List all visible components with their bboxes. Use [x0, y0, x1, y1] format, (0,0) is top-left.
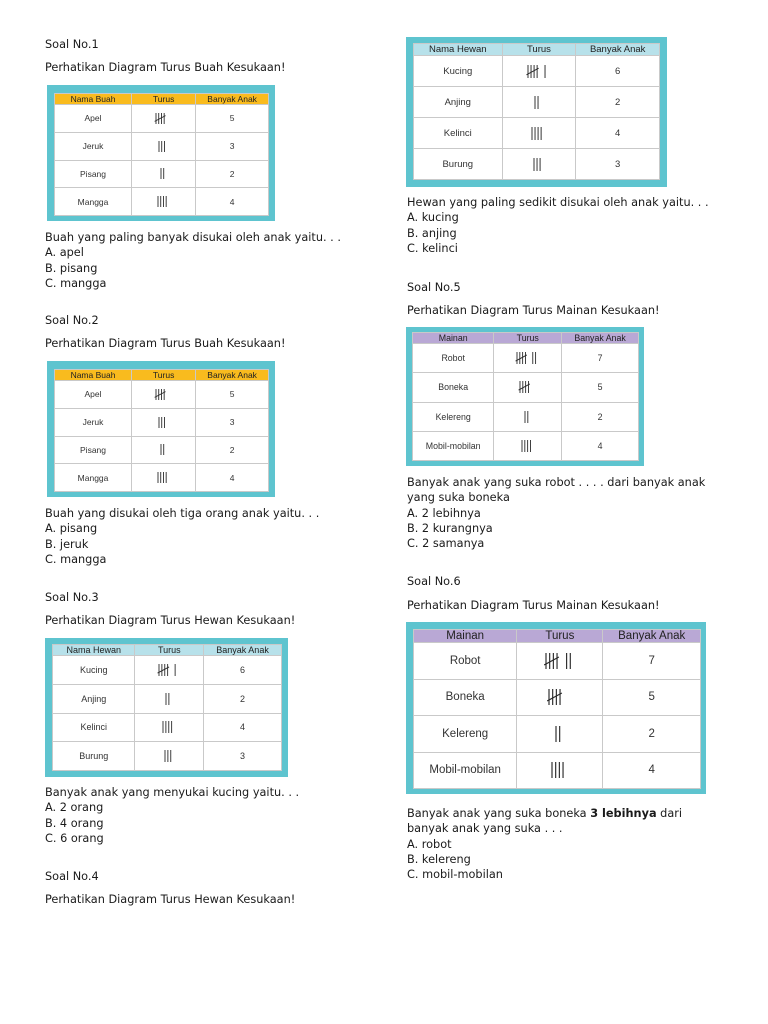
q3-tally-table — [52, 644, 282, 771]
q1-option-c[interactable]: C. mangga — [45, 276, 107, 290]
row-name: Burung — [53, 742, 135, 771]
table-row — [414, 643, 701, 680]
tally-cell — [132, 381, 196, 409]
q3-question: Banyak anak yang menyukai kucing yaitu. . . — [45, 786, 300, 799]
q5-tally-table-frame — [406, 327, 644, 466]
tally-cell — [132, 188, 196, 216]
row-name: Robot — [413, 344, 494, 373]
table-row — [414, 56, 660, 87]
tally-marks — [157, 416, 170, 429]
tally-cell — [135, 656, 204, 685]
q3-question-block — [45, 785, 299, 846]
q3-tally-table-frame — [45, 638, 288, 777]
tally-cell — [132, 464, 196, 492]
q1-tally-table-frame — [47, 85, 275, 221]
q3-heading: Soal No.3 — [45, 591, 99, 604]
table-row — [55, 381, 269, 409]
row-count: 2 — [196, 436, 269, 464]
row-count: 2 — [204, 684, 282, 713]
q6-instruction: Perhatikan Diagram Turus Mainan Kesukaan! — [407, 599, 660, 612]
q5-question-block — [407, 475, 707, 551]
tally-cell — [494, 373, 562, 402]
row-count: 4 — [603, 752, 701, 789]
q1-question: Buah yang paling banyak disukai oleh anak yaitu. . . — [45, 231, 341, 244]
q1-option-a[interactable]: A. apel — [45, 246, 84, 260]
column-header: Banyak Anak — [603, 630, 701, 643]
tally-marks — [547, 688, 572, 706]
table-header-row — [414, 630, 701, 643]
row-count: 2 — [562, 402, 639, 431]
tally-cell — [517, 643, 603, 680]
row-count: 5 — [603, 679, 701, 716]
q3-option-a[interactable]: A. 2 orang — [45, 801, 104, 815]
q3-option-c[interactable]: C. 6 orang — [45, 831, 104, 845]
table-row — [414, 118, 660, 149]
row-name: Kelinci — [53, 713, 135, 742]
q6-question-bold: 3 lebihnya — [590, 807, 657, 820]
tally-marks — [156, 471, 171, 484]
column-header: Turus — [132, 370, 196, 381]
tally-marks — [544, 652, 576, 670]
q3-instruction: Perhatikan Diagram Turus Hewan Kesukaan! — [45, 614, 296, 627]
q6-option-a[interactable]: A. robot — [407, 837, 452, 851]
tally-cell — [132, 132, 196, 160]
tally-marks — [523, 410, 533, 424]
table-row — [414, 87, 660, 118]
tally-marks — [532, 157, 546, 172]
tally-cell — [517, 716, 603, 753]
tally-cell — [502, 56, 576, 87]
row-name: Burung — [414, 149, 503, 180]
table-row — [413, 373, 639, 402]
q6-question-post: dari banyak anak yang suka . . . — [407, 807, 683, 836]
row-count: 4 — [196, 188, 269, 216]
row-name: Apel — [55, 105, 132, 133]
q4-tally-table — [413, 43, 660, 180]
tally-marks — [530, 126, 547, 141]
column-header: Nama Hewan — [414, 44, 503, 56]
q6-question — [407, 806, 727, 837]
table-row — [55, 408, 269, 436]
row-name: Mangga — [55, 188, 132, 216]
q4-tally-table-frame — [406, 37, 667, 187]
tally-cell — [132, 408, 196, 436]
table-row — [53, 713, 282, 742]
row-count: 3 — [196, 408, 269, 436]
row-count: 5 — [196, 381, 269, 409]
tally-marks — [554, 725, 566, 743]
tally-marks — [154, 112, 174, 125]
tally-marks — [515, 351, 541, 365]
table-row — [414, 752, 701, 789]
row-name: Anjing — [414, 87, 503, 118]
column-header: Mainan — [414, 630, 517, 643]
row-name: Anjing — [53, 684, 135, 713]
q2-question-block — [45, 506, 319, 567]
column-header: Nama Hewan — [53, 645, 135, 656]
tally-marks — [518, 380, 538, 394]
q2-option-a[interactable]: A. pisang — [45, 522, 98, 536]
row-count: 7 — [562, 344, 639, 373]
column-header: Nama Buah — [55, 370, 132, 381]
q2-heading: Soal No.2 — [45, 314, 99, 327]
q1-tally-table — [54, 93, 269, 216]
tally-cell — [135, 684, 204, 713]
row-name: Pisang — [55, 160, 132, 188]
q5-option-c[interactable]: C. 2 samanya — [407, 537, 485, 551]
row-name: Boneka — [414, 679, 517, 716]
q2-option-c[interactable]: C. mangga — [45, 552, 107, 566]
row-count: 4 — [576, 118, 660, 149]
tally-cell — [132, 160, 196, 188]
q4-option-b[interactable]: B. anjing — [407, 226, 457, 240]
row-name: Apel — [55, 381, 132, 409]
tally-cell — [502, 118, 576, 149]
row-name: Mangga — [55, 464, 132, 492]
tally-cell — [135, 742, 204, 771]
tally-cell — [517, 752, 603, 789]
column-header: Banyak Anak — [204, 645, 282, 656]
row-count: 6 — [204, 656, 282, 685]
tally-cell — [132, 105, 196, 133]
q6-question-pre: Banyak anak yang suka boneka — [407, 807, 591, 820]
row-name: Jeruk — [55, 132, 132, 160]
column-header: Banyak Anak — [576, 44, 660, 56]
q5-instruction: Perhatikan Diagram Turus Mainan Kesukaan! — [407, 304, 660, 317]
row-count: 4 — [562, 431, 639, 460]
q5-option-b[interactable]: B. 2 kurangnya — [407, 521, 493, 535]
tally-marks — [157, 663, 181, 677]
table-row — [55, 105, 269, 133]
row-count: 3 — [204, 742, 282, 771]
tally-marks — [159, 443, 169, 456]
q5-option-a[interactable]: A. 2 lebihnya — [407, 506, 481, 520]
row-count: 2 — [196, 160, 269, 188]
q5-question: Banyak anak yang suka robot . . . . dari banyak anak yang suka boneka — [407, 476, 706, 505]
table-header-row — [55, 94, 269, 105]
q2-option-b[interactable]: B. jeruk — [45, 537, 89, 551]
column-header: Turus — [135, 645, 204, 656]
row-name: Robot — [414, 643, 517, 680]
table-header-row — [55, 370, 269, 381]
tally-marks — [526, 64, 551, 79]
row-count: 2 — [603, 716, 701, 753]
table-row — [55, 188, 269, 216]
row-count: 7 — [603, 643, 701, 680]
q6-option-c[interactable]: C. mobil-mobilan — [407, 868, 503, 882]
row-count: 4 — [204, 713, 282, 742]
row-name: Kelereng — [413, 402, 494, 431]
q4-option-a[interactable]: A. kucing — [407, 211, 459, 225]
tally-marks — [159, 167, 169, 180]
column-header: Mainan — [413, 333, 494, 344]
tally-marks — [163, 749, 176, 763]
tally-cell — [517, 679, 603, 716]
row-name: Kelereng — [414, 716, 517, 753]
row-name: Kelinci — [414, 118, 503, 149]
table-row — [55, 464, 269, 492]
table-header-row — [414, 44, 660, 56]
column-header: Banyak Anak — [196, 370, 269, 381]
row-count: 3 — [196, 132, 269, 160]
q4-instruction: Perhatikan Diagram Turus Hewan Kesukaan! — [45, 893, 296, 906]
q1-option-b[interactable]: B. pisang — [45, 261, 98, 275]
tally-cell — [135, 713, 204, 742]
table-row — [414, 149, 660, 180]
table-row — [53, 742, 282, 771]
column-header: Banyak Anak — [196, 94, 269, 105]
tally-marks — [164, 692, 174, 706]
row-count: 5 — [196, 105, 269, 133]
column-header: Banyak Anak — [562, 333, 639, 344]
q2-tally-table-frame — [47, 361, 275, 497]
row-count: 4 — [196, 464, 269, 492]
q1-instruction: Perhatikan Diagram Turus Buah Kesukaan! — [45, 61, 286, 74]
tally-marks — [520, 439, 536, 453]
table-row — [53, 656, 282, 685]
table-row — [55, 160, 269, 188]
row-count: 5 — [562, 373, 639, 402]
table-row — [413, 431, 639, 460]
column-header: Turus — [502, 44, 576, 56]
q2-question: Buah yang disukai oleh tiga orang anak yaitu. . . — [45, 507, 320, 520]
q2-instruction: Perhatikan Diagram Turus Buah Kesukaan! — [45, 337, 286, 350]
table-row — [413, 402, 639, 431]
row-name: Mobil-mobilan — [414, 752, 517, 789]
q6-option-b[interactable]: B. kelereng — [407, 852, 471, 866]
q2-tally-table — [54, 369, 269, 492]
table-header-row — [53, 645, 282, 656]
column-header: Turus — [517, 630, 603, 643]
row-name: Pisang — [55, 436, 132, 464]
q4-question: Hewan yang paling sedikit disukai oleh anak yaitu. . . — [407, 196, 709, 209]
tally-cell — [494, 344, 562, 373]
tally-marks — [154, 388, 174, 401]
q4-heading: Soal No.4 — [45, 870, 99, 883]
tally-cell — [502, 149, 576, 180]
q4-question-block — [407, 195, 709, 256]
row-name: Kucing — [414, 56, 503, 87]
column-header: Nama Buah — [55, 94, 132, 105]
table-row — [414, 679, 701, 716]
q6-heading: Soal No.6 — [407, 575, 461, 588]
q1-question-block — [45, 230, 341, 291]
column-header: Turus — [132, 94, 196, 105]
tally-cell — [502, 87, 576, 118]
q5-heading: Soal No.5 — [407, 281, 461, 294]
table-row — [55, 132, 269, 160]
row-name: Mobil-mobilan — [413, 431, 494, 460]
table-header-row — [413, 333, 639, 344]
q1-heading: Soal No.1 — [45, 38, 99, 51]
tally-marks — [157, 140, 170, 153]
row-name: Jeruk — [55, 408, 132, 436]
table-row — [413, 344, 639, 373]
tally-marks — [533, 95, 544, 110]
table-row — [414, 716, 701, 753]
tally-marks — [550, 761, 569, 779]
tally-marks — [156, 195, 171, 208]
tally-cell — [494, 431, 562, 460]
row-count: 2 — [576, 87, 660, 118]
tally-cell — [494, 402, 562, 431]
tally-marks — [161, 720, 177, 734]
q6-tally-table-frame — [406, 622, 706, 794]
q6-tally-table — [413, 629, 701, 789]
table-row — [53, 684, 282, 713]
row-name: Boneka — [413, 373, 494, 402]
column-header: Turus — [494, 333, 562, 344]
tally-cell — [132, 436, 196, 464]
q5-tally-table — [412, 332, 639, 461]
row-count: 3 — [576, 149, 660, 180]
q3-option-b[interactable]: B. 4 orang — [45, 816, 104, 830]
table-row — [55, 436, 269, 464]
row-count: 6 — [576, 56, 660, 87]
row-name: Kucing — [53, 656, 135, 685]
q4-option-c[interactable]: C. kelinci — [407, 241, 458, 255]
q6-question-block — [407, 806, 727, 882]
